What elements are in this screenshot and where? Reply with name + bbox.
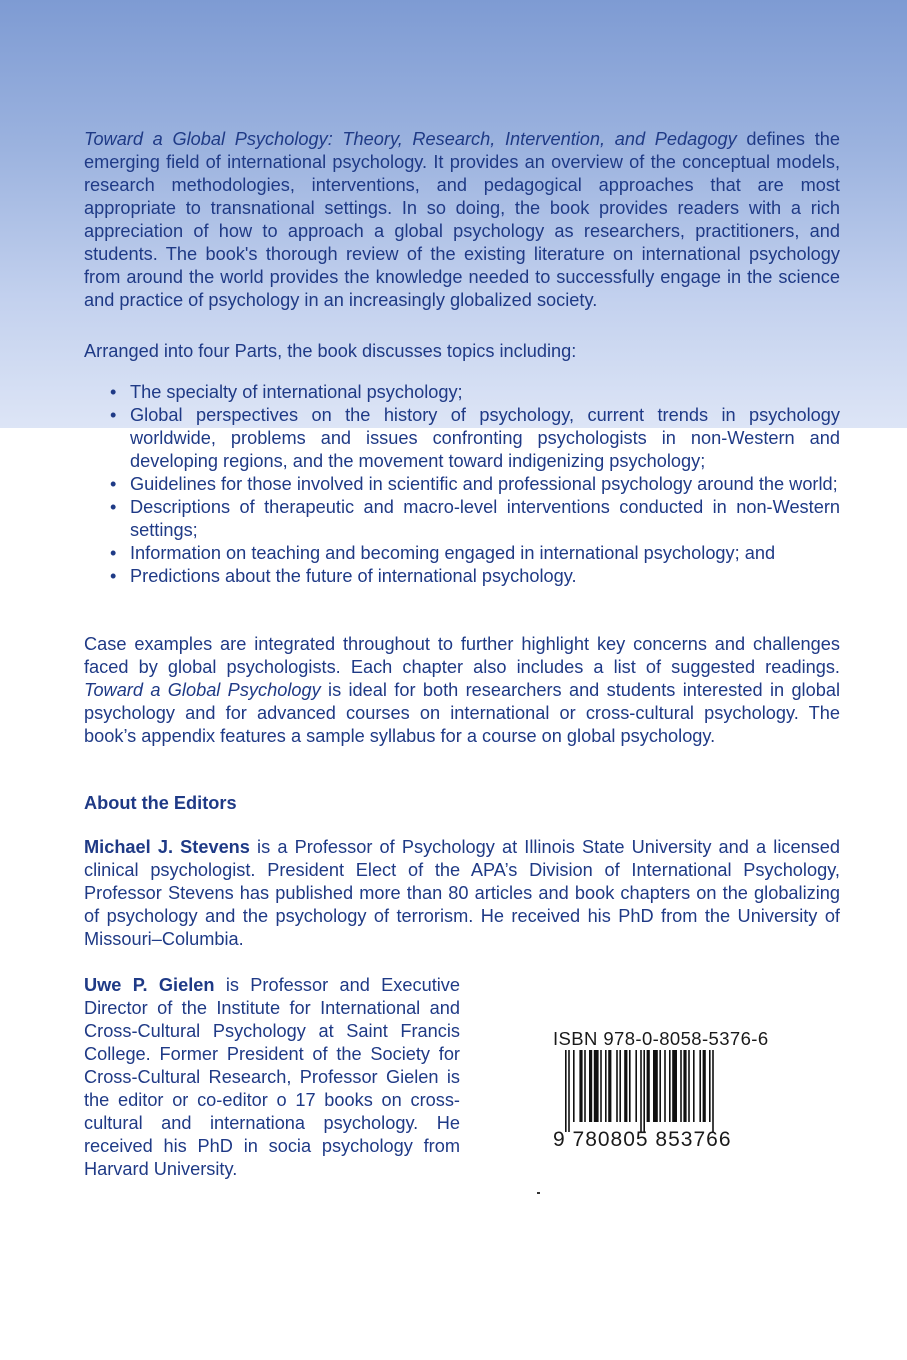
list-item: • Information on teaching and becoming engaged in international psychology; and [110, 543, 776, 563]
barcode-bar [640, 1050, 642, 1132]
list-item: • Global perspectives on the history of psychology, current trends in psychology worldwide, problems and issues confronting psychologists in non-Western and developing regions, and the movement toward indigenizing psychology; [110, 405, 840, 471]
topics-list [110, 381, 840, 588]
description-paragraph-3: Case examples are integrated throughout to further highlight key concerns and challenges faced by global psychologists. Each chapter also includes a list of suggested readings. Toward a Global Psychology is ideal for both researchers and students interested in global psychology and for advanced courses on international or cross-cultural psychology. The book’s appendix features a sample syllabus for a course on global psychology. [84, 634, 840, 746]
barcode-bar [579, 1050, 582, 1122]
book-title-italic-inline: Toward a Global Psychology [84, 680, 321, 700]
isbn-label: ISBN 978-0-8058-5376-6 [553, 1028, 769, 1049]
about-editors-heading: About the Editors [84, 793, 237, 813]
barcode-bar [565, 1050, 567, 1132]
isbn-barcode [553, 1028, 773, 1158]
editor-bio-stevens: Michael J. Stevens is a Professor of Psychology at Illinois State University and a licensed clinical psychologist. President Elect of the APA’s Division of International Psychology, Professor Stevens has published more than 80 articles and book chapters on the globalizing of psychology and the psychology of terrorism. He received his PhD from the University of Missouri–Columbia. [84, 837, 841, 949]
barcode-bar [688, 1050, 690, 1122]
list-item: • The specialty of international psychology; [110, 382, 463, 402]
bullet-icon: • [110, 497, 117, 517]
printer-mark [537, 1192, 540, 1194]
barcode-bar [703, 1050, 706, 1122]
editor-name-gielen: Uwe P. Gielen [84, 975, 215, 995]
barcode-bar [619, 1050, 621, 1122]
barcode-bar [635, 1050, 637, 1122]
bullet-icon: • [110, 566, 117, 586]
barcode-bar [616, 1050, 618, 1122]
barcode-bars [553, 1050, 759, 1132]
bullet-icon: • [110, 474, 117, 494]
barcode-bar [712, 1050, 714, 1132]
topics-intro: Arranged into four Parts, the book discusses topics including: [84, 341, 577, 361]
barcode-bar [573, 1050, 575, 1122]
barcode-bar [589, 1050, 592, 1122]
barcode-bar [693, 1050, 695, 1122]
barcode-bar [669, 1050, 671, 1122]
list-item: • Predictions about the future of international psychology. [110, 566, 577, 586]
barcode-bar [664, 1050, 666, 1122]
barcode-bar [643, 1050, 645, 1132]
description-paragraph-1 [84, 128, 840, 312]
barcode-bar [653, 1050, 658, 1122]
barcode-bar [709, 1050, 711, 1122]
barcode-bar [568, 1050, 570, 1132]
barcode-bar [624, 1050, 627, 1122]
barcode-bar [600, 1050, 602, 1122]
barcode-bar [594, 1050, 599, 1122]
bullet-icon: • [110, 405, 117, 425]
barcode-bar [683, 1050, 686, 1122]
list-item: • Guidelines for those involved in scientific and professional psychology around the world; [110, 474, 838, 494]
editor-name-stevens: Michael J. Stevens [84, 837, 250, 857]
barcode-bar [699, 1050, 701, 1122]
barcode-bar [584, 1050, 586, 1122]
list-item: • Descriptions of therapeutic and macro-level interventions conducted in non-Western settings; [110, 497, 840, 540]
bullet-icon: • [110, 382, 117, 402]
barcode-number: 9 780805 853766 [553, 1128, 732, 1151]
editor-bio-gielen: Uwe P. Gielen is Professor and Executive Director of the Institute for International and Cross-Cultural Psychology at Saint Francis College. Former President of the Society for Cross-Cultural Research, Professor Gielen is the editor or co-editor o 17 books on cross-cultural and internationa psychology. He received his PhD in socia psychology from Harvard University. [84, 975, 460, 1179]
barcode-bar [608, 1050, 611, 1122]
barcode-bar [605, 1050, 607, 1122]
barcode-bar [647, 1050, 650, 1122]
barcode-bar [672, 1050, 677, 1122]
description-text-1: defines the emerging field of international psychology. It provides an overview of the conceptual models, research methodologies, interventions, and pedagogical approaches that are most appropriate to transnational settings. In so doing, the book provides readers with a rich appreciation of how to approach a global psychology as researchers, practitioners, and students. The book's thorough review of the existing literature on international psychology from around the world provides the knowledge needed to successfully engage in the science and practice of psychology in an increasingly globalized society. [84, 129, 840, 310]
barcode-bar [629, 1050, 631, 1122]
bullet-icon: • [110, 543, 117, 563]
barcode-bar [680, 1050, 682, 1122]
book-title-italic: Toward a Global Psychology: Theory, Research, Intervention, and Pedagogy [84, 129, 737, 149]
barcode-bar [659, 1050, 661, 1122]
